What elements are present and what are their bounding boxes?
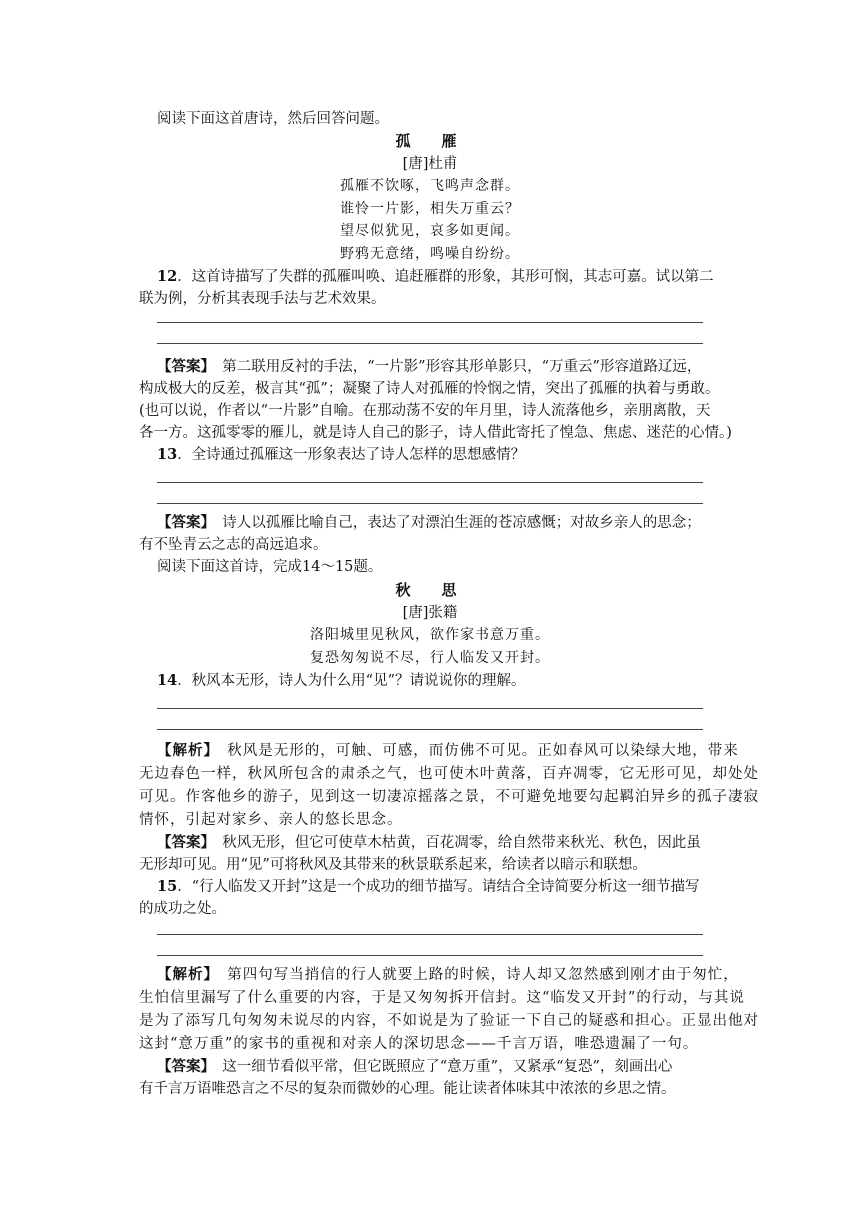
poem-line: 野鸦无意绪，鸣噪自纷纷。 bbox=[340, 246, 520, 262]
answer-line bbox=[157, 482, 703, 483]
intro-text-1: 阅读下面这首唐诗，然后回答问题。 bbox=[157, 111, 389, 127]
poem-line: 谁怜一片影，相失万重云？ bbox=[340, 201, 520, 217]
answer-15-line2: 有千言万语唯恐言之不尽的复杂而微妙的心理。能让读者体味其中浓浓的乡思之情。 bbox=[139, 1081, 676, 1097]
answer-line bbox=[157, 343, 703, 344]
explanation-label: 【解析】 bbox=[157, 742, 212, 759]
explanation-label: 【解析】 bbox=[157, 966, 212, 983]
poem-title-1: 孤 雁 bbox=[395, 132, 465, 150]
answer-15: 【答案】 这一细节看似平常，但它既照应了“意万重”，又紧承“复恐”，刻画出心 bbox=[157, 1058, 673, 1075]
explanation-14-line4: 情怀，引起对家乡、亲人的悠长思念。 bbox=[139, 812, 403, 828]
answer-12-line3: (也可以说，作者以“一片影”自喻。在那动荡不安的年月里，诗人流落他乡，亲朋离散，天 bbox=[139, 403, 711, 419]
question-number: 14 bbox=[157, 672, 178, 689]
poem-author-2: [唐]张籍 bbox=[402, 605, 458, 621]
poem-author-1: [唐]杜甫 bbox=[402, 156, 458, 172]
explanation-14: 【解析】 秋风是无形的，可触、可感，而仿佛不可见。正如春风可以染绿大地，带来 bbox=[157, 742, 739, 759]
answer-line bbox=[157, 708, 703, 709]
explanation-14-line3: 可见。作客他乡的游子，见到这一切凄凉摇落之景，不可避免地要勾起羁泊异乡的孤子凄寂 bbox=[139, 789, 759, 805]
explanation-14-line2: 无边春色一样，秋风所包含的肃杀之气，也可使木叶黄落，百卉凋零，它无形可见，却处处 bbox=[139, 766, 759, 782]
question-number: 13 bbox=[157, 446, 178, 463]
poem-line: 洛阳城里见秋风，欲作家书意万重。 bbox=[310, 627, 550, 643]
poem-line: 复恐匆匆说不尽，行人临发又开封。 bbox=[310, 650, 550, 666]
answer-label: 【答案】 bbox=[157, 514, 208, 531]
answer-label: 【答案】 bbox=[157, 834, 208, 851]
answer-12-line4: 各一方。这孤零零的雁儿，就是诗人自己的影子，诗人借此寄托了惶急、焦虑、迷茫的心情。) bbox=[139, 425, 732, 441]
question-13: 13．全诗通过孤雁这一形象表达了诗人怎样的思想感情？ bbox=[157, 446, 526, 463]
question-15-cont: 的成功之处。 bbox=[139, 901, 226, 917]
answer-13-line2: 有不坠青云之志的高远追求。 bbox=[139, 537, 328, 553]
question-12-cont: 联为例，分析其表现手法与艺术效果。 bbox=[139, 291, 386, 307]
answer-line bbox=[157, 322, 703, 323]
poem-line: 望尽似犹见，哀多如更闻。 bbox=[340, 223, 520, 239]
answer-line bbox=[157, 729, 703, 730]
answer-line bbox=[157, 955, 703, 956]
answer-12-line2: 构成极大的反差，极言其“孤”；凝聚了诗人对孤雁的怜悯之情，突出了孤雁的执着与勇敢。 bbox=[139, 381, 720, 397]
question-12: 12．这首诗描写了失群的孤雁叫唤、追赶雁群的形象，其形可悯，其志可嘉。试以第二 bbox=[157, 268, 714, 285]
explanation-15-line4: 这封“意万重”的家书的重视和对亲人的深切思念——千言万语，唯恐遗漏了一句。 bbox=[139, 1036, 699, 1052]
explanation-15-line2: 生怕信里漏写了什么重要的内容，于是又匆匆拆开信封。这“临发又开封”的行动，与其说 bbox=[139, 990, 745, 1006]
explanation-15-line3: 是为了添写几句匆匆未说尽的内容，不如说是为了验证一下自己的疑惑和担心。正显出他对 bbox=[139, 1013, 759, 1029]
intro-text-2: 阅读下面这首诗，完成14～15题。 bbox=[157, 559, 383, 575]
question-14: 14．秋风本无形，诗人为什么用“见”？请说说你的理解。 bbox=[157, 672, 526, 689]
answer-label: 【答案】 bbox=[157, 1058, 208, 1075]
question-15: 15．“行人临发又开封”这是一个成功的细节描写。请结合全诗简要分析这一细节描写 bbox=[157, 878, 700, 895]
answer-line bbox=[157, 934, 703, 935]
question-number: 12 bbox=[157, 268, 178, 285]
poem-title-2: 秋 思 bbox=[395, 581, 465, 599]
question-number: 15 bbox=[157, 878, 178, 895]
poem-line: 孤雁不饮啄，飞鸣声念群。 bbox=[340, 178, 520, 194]
answer-14: 【答案】 秋风无形，但它可使草木枯黄，百花凋零，给自然带来秋光、秋色，因此虽 bbox=[157, 834, 701, 851]
answer-label: 【答案】 bbox=[157, 358, 208, 375]
answer-line bbox=[157, 503, 703, 504]
answer-14-line2: 无形却可见。用“见”可将秋风及其带来的秋景联系起来，给读者以暗示和联想。 bbox=[139, 857, 647, 873]
answer-13: 【答案】 诗人以孤雁比喻自己，表达了对漂泊生涯的苍凉感慨；对故乡亲人的思念； bbox=[157, 514, 701, 531]
explanation-15: 【解析】 第四句写当捎信的行人就要上路的时候，诗人却又忽然感到刚才由于匆忙， bbox=[157, 966, 739, 983]
answer-12: 【答案】 第二联用反衬的手法，“一片影”形容其形单影只，“万重云”形容道路辽远， bbox=[157, 358, 702, 375]
